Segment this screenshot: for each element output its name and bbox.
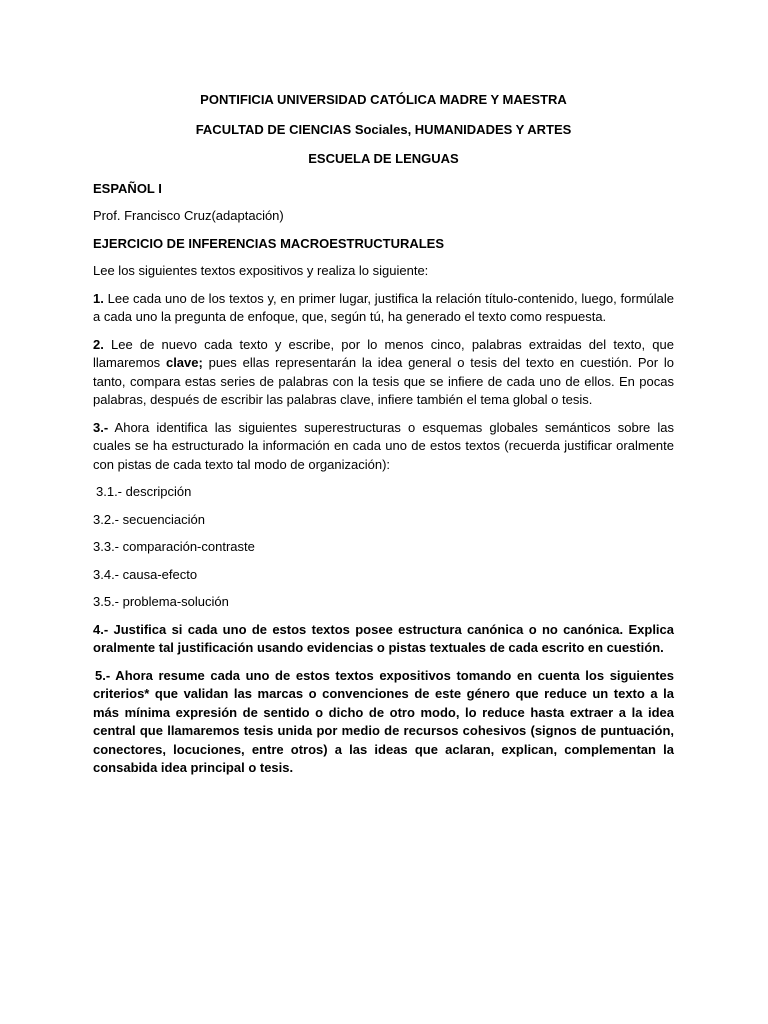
university-title: PONTIFICIA UNIVERSIDAD CATÓLICA MADRE Y MAESTRA [200,92,567,107]
subitem-3-3: 3.3.- comparación-contraste [93,539,255,554]
instruction-text: Lee los siguientes textos expositivos y realiza lo siguiente: [93,263,429,278]
item-1-text: Lee cada uno de los textos y, en primer lugar, justifica la relación título-contenido, luego, formúlale a cada uno la pregunta de enfoque, que, según tú, ha generado el texto como respuesta. [93,290,674,324]
faculty-title: FACULTAD DE CIENCIAS Sociales, HUMANIDADES Y ARTES [195,121,572,137]
item-2-text-b: pues ellas representarán la idea general o tesis del texto en cuestión. Por lo tanto, compara estas series de palabras con la tesis que se infiere de cada uno de ellos. En pocas palabras, después de escribir las palabras clave, infiere también el tema global o tesis. [93,355,675,407]
item-2-text-a: Lee de nuevo cada texto y escribe, por lo menos cinco, palabras extraidas del texto, que llamaremos [93,336,674,370]
subitem-3-2: 3.2.- secuenciación [93,511,206,527]
course-name: ESPAÑOL I [93,180,162,196]
subitem-3-5: 3.5.- problema-solución [93,594,229,609]
item-2-number: 2. [93,336,104,352]
item-4: 4.- Justifica si cada uno de estos textos posee estructura canónica o no canónica. Explica oralmente tal justificación usando evidencias o pistas textuales de cada escrito en cuestión. [93,621,674,655]
subitem-3-4: 3.4.- causa-efecto [93,566,198,582]
document-body [93,91,674,787]
exercise-title: EJERCICIO DE INFERENCIAS MACROESTRUCTURALES [93,235,445,251]
item-1-number: 1. [93,290,104,306]
item-3-text: Ahora identifica las siguientes superestructuras o esquemas globales semánticos sobre las cuales se ha estructurado la información en cada uno de estos textos (recuerda justificar oralmente con pistas de cada texto tal modo de organización): [93,419,674,472]
professor-name: Prof. Francisco Cruz(adaptación) [93,208,284,223]
item-3-number: 3.- [93,419,109,435]
school-title: ESCUELA DE LENGUAS [308,151,459,166]
subitem-3-1: 3.1.- descripción [96,484,192,499]
item-5: 5.- Ahora resume cada uno de estos textos expositivos tomando en cuenta los siguientes criterios* que validan las marcas o convenciones de este género que reduce un texto a la más mínima expresión de sentido o dicho de otro modo, lo reduce hasta extraer a la idea central que llamaremos tesis unida por medio de recursos cohesivos (signos de puntuación, conectores, locuciones, entre otros) a las ideas que aclaran, explican, complementan la consabida idea principal o tesis. [93,667,674,775]
item-3 [93,419,674,475]
item-1 [93,290,674,327]
item-2-keyword: clave; [165,355,203,370]
item-2 [93,336,674,410]
